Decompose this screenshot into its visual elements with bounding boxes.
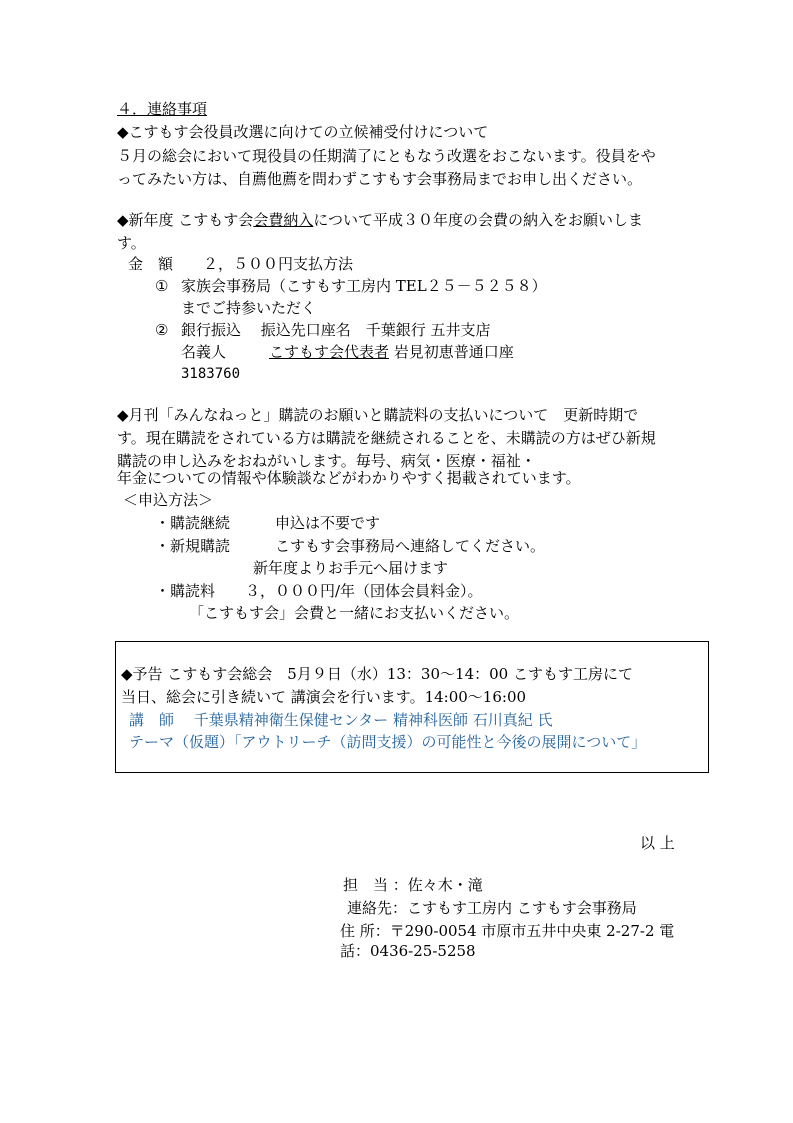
method-item-new-cont: 新年度よりお手元へ届けます	[253, 559, 449, 577]
method-item-new: ・新規購読 こすもす会事務局へ連絡してください。	[155, 537, 546, 555]
fee-option-1-text: 家族会事務局（こすもす工房内 TEL２５－５２５８）	[181, 277, 547, 295]
fee-heading-post: について平成３０年度の会費の納入をお願いしま	[313, 211, 644, 229]
fee-option-1-number: ①	[155, 277, 169, 295]
method-item-renewal: ・購読継続 申込は不要です	[155, 514, 381, 532]
fee-heading-line-2: す。	[117, 234, 146, 252]
notice-general-meeting: ◆予告 こすもす会総会 5月９日（水）13：30～14：00 こすもす工房にて	[121, 665, 633, 683]
account-holder	[269, 341, 514, 363]
fee-option-2-text: 銀行振込 振込先口座名 千葉銀行 五井支店	[181, 321, 491, 339]
magazine-line-1: ◆月刊「みんなねっと」購読のお願いと購読料の支払いについて 更新時期で	[117, 406, 639, 424]
fee-heading-underlined: 会費納入	[253, 211, 314, 229]
election-text-line-2: ってみたい方は、自薦他薦を問わずこすもす会事務局までお申し出ください。	[117, 170, 643, 188]
fee-amount-line: 金 額 ２，５００円支払方法	[128, 255, 354, 273]
notice-lecturer: 講 師 千葉県精神衛生保健センター 精神科医師 石川真紀 氏	[129, 711, 553, 729]
magazine-line-2: す。現在購読をされている方は購読を継続されることを、未購読の方はぜひ新規	[117, 429, 656, 447]
account-holder-underlined: こすもす会代表者	[269, 343, 390, 361]
magazine-line-3: 購読の申し込みをおねがいします。毎号、病気・医療・福祉・	[117, 452, 536, 470]
notice-theme: テーマ（仮題）「アウトリーチ（訪問支援）の可能性と今後の展開について」	[129, 733, 647, 751]
fee-option-2-number: ②	[155, 321, 169, 339]
fee-heading-pre: ◆新年度 こすもす会	[117, 211, 254, 229]
application-method-heading: ＜申込方法＞	[123, 491, 214, 509]
election-heading: ◆こすもす会役員改選に向けての立候補受付けについて	[117, 123, 489, 141]
contact-person: 担 当 ：佐々木・滝	[343, 876, 483, 894]
contact-org: 連絡先：こすもす工房内 こすもす会事務局	[347, 899, 637, 917]
notice-lecture: 当日、総会に引き続いて 講演会を行います。14:00～16:00	[121, 688, 527, 706]
contact-phone: 話：0436-25-5258	[340, 942, 476, 960]
fee-option-1-text-cont: までご持参いただく	[181, 299, 317, 317]
closing-ijou: 以 上	[640, 834, 675, 852]
method-item-fee-cont: 「こすもす会」会費と一緒にお支払いください。	[189, 604, 520, 622]
fee-heading	[117, 209, 643, 231]
account-holder-rest: 岩見初恵普通口座	[389, 343, 514, 361]
account-number: 3183760	[181, 366, 241, 382]
section-title: ４．連絡事項	[117, 100, 208, 118]
method-item-fee: ・購読料 ３，０００円/年（団体会員料金）。	[155, 582, 483, 600]
election-text-line-1: ５月の総会において現役員の任期満了にともなう改選をおこないます。役員をや	[117, 147, 656, 165]
account-holder-label: 名義人	[181, 343, 227, 361]
magazine-line-4: 年金についての情報や体験談などがわかりやすく掲載されています。	[117, 469, 581, 487]
contact-address: 住 所：〒290-0054 市原市五井中央東 2-27-2 電	[340, 922, 675, 940]
